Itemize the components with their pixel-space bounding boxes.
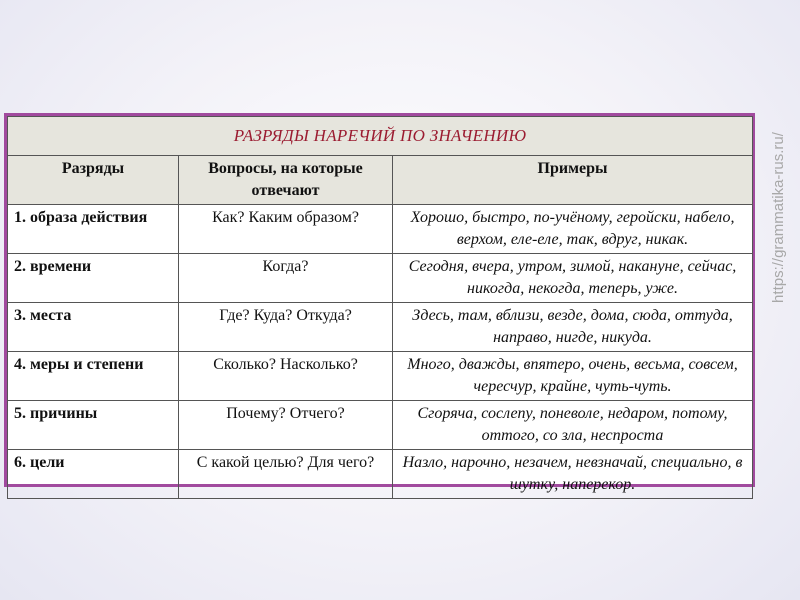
- header-categories: Разряды: [8, 156, 179, 205]
- table-row: [8, 254, 753, 303]
- watermark-text: https://grammatika-rus.ru/: [769, 131, 787, 303]
- table-title-row: [8, 117, 753, 156]
- row-examples: Здесь, там, вблизи, везде, дома, сюда, оттуда, направо, нигде, никуда.: [393, 303, 753, 352]
- row-questions: Почему? Отчего?: [179, 401, 393, 450]
- table-row: [8, 352, 753, 401]
- table-row: [8, 450, 753, 499]
- row-examples: Сгоряча, сослепу, поневоле, недаром, потому, оттого, со зла, неспроста: [393, 401, 753, 450]
- row-questions: Когда?: [179, 254, 393, 303]
- row-examples: Много, дважды, впятеро, очень, весьма, совсем, чересчур, крайне, чуть-чуть.: [393, 352, 753, 401]
- row-examples: Сегодня, вчера, утром, зимой, накануне, сейчас, никогда, некогда, теперь, уже.: [393, 254, 753, 303]
- row-category: 2. времени: [8, 254, 179, 303]
- header-examples: Примеры: [393, 156, 753, 205]
- row-category: 3. места: [8, 303, 179, 352]
- table-row: [8, 303, 753, 352]
- row-questions: Где? Куда? Откуда?: [179, 303, 393, 352]
- adverb-table-frame: [4, 113, 755, 493]
- table-title: РАЗРЯДЫ НАРЕЧИЙ ПО ЗНАЧЕНИЮ: [8, 117, 753, 156]
- row-questions: С какой целью? Для чего?: [179, 450, 393, 499]
- source-watermark: [758, 112, 798, 322]
- row-category: 5. причины: [8, 401, 179, 450]
- table-row: [8, 401, 753, 450]
- table-row: [8, 205, 753, 254]
- row-category: 1. образа действия: [8, 205, 179, 254]
- row-examples: Хорошо, быстро, по-учёному, геройски, набело, верхом, еле-еле, так, вдруг, никак.: [393, 205, 753, 254]
- row-examples: Назло, нарочно, незачем, невзначай, специально, в шутку, наперекор.: [393, 450, 753, 499]
- row-questions: Как? Каким образом?: [179, 205, 393, 254]
- row-category: 6. цели: [8, 450, 179, 499]
- row-category: 4. меры и степени: [8, 352, 179, 401]
- table-header-row: [8, 156, 753, 205]
- header-questions: Вопросы, на которые отвечают: [179, 156, 393, 205]
- row-questions: Сколько? Насколько?: [179, 352, 393, 401]
- adverb-categories-table: [7, 116, 753, 499]
